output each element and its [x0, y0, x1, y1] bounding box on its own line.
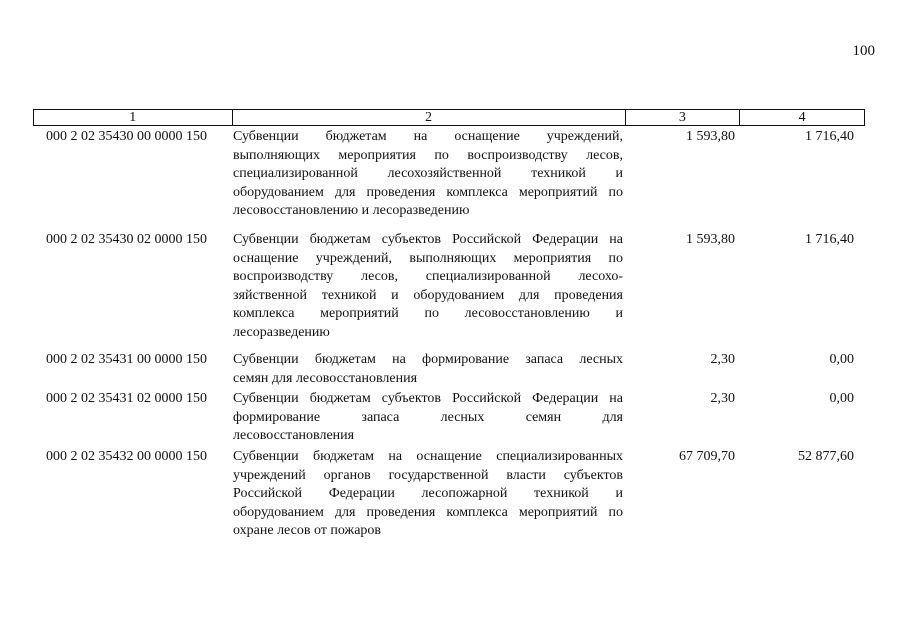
row-name [233, 351, 623, 388]
name-line: Субвенции бюджетам субъектов Российской Федерации на [233, 232, 623, 247]
name-line: лесовосстановлению и лесоразведению [233, 203, 470, 219]
row-name [233, 448, 623, 541]
name-line: специализированной лесохозяйственной техникой и [233, 166, 623, 182]
row-code: 000 2 02 35430 00 0000 150 [46, 129, 207, 144]
name-line: комплекса мероприятий по лесовосстановлению и [233, 306, 623, 322]
row-name [233, 390, 623, 446]
name-line: Субвенции бюджетам на формирование запаса лесных [233, 352, 623, 367]
name-line: охране лесов от пожаров [233, 523, 382, 539]
row-code: 000 2 02 35431 00 0000 150 [46, 352, 207, 367]
row-value-3: 2,30 [710, 391, 735, 406]
header-col-2: 2 [232, 110, 625, 125]
row-code: 000 2 02 35431 02 0000 150 [46, 391, 207, 406]
row-value-4: 52 877,60 [798, 449, 854, 464]
row-value-3: 67 709,70 [679, 449, 735, 464]
row-value-3: 2,30 [710, 352, 735, 367]
row-name [233, 231, 623, 343]
name-line: учреждений органов государственной власти субъектов [233, 467, 623, 483]
table-header [33, 109, 865, 126]
name-line: выполняющих мероприятия по воспроизводству лесов, [233, 147, 623, 163]
row-code: 000 2 02 35430 02 0000 150 [46, 232, 207, 247]
row-name [233, 128, 623, 221]
header-col-3: 3 [625, 110, 740, 125]
row-value-4: 0,00 [829, 391, 854, 406]
header-col-1: 1 [129, 110, 137, 125]
name-line: семян для лесовосстановления [233, 370, 418, 386]
header-col-4: 4 [739, 110, 864, 125]
row-code: 000 2 02 35432 00 0000 150 [46, 449, 207, 464]
name-line: оборудованием для проведения комплекса мероприятий по [233, 504, 623, 520]
name-line: Субвенции бюджетам субъектов Российской Федерации на [233, 391, 623, 406]
name-line: формирование запаса лесных семян для [233, 409, 623, 425]
name-line: Российской Федерации лесопожарной техникой и [233, 486, 623, 502]
name-line: лесоразведению [233, 324, 330, 340]
name-line: Субвенции бюджетам на оснащение учреждений, [233, 129, 623, 144]
name-line: оснащение учреждений, выполняющих мероприятия по [233, 250, 623, 266]
row-value-3: 1 593,80 [686, 232, 735, 247]
row-value-4: 0,00 [829, 352, 854, 367]
name-line: воспроизводству лесов, специализированной лесохо- [233, 269, 623, 285]
row-value-3: 1 593,80 [686, 129, 735, 144]
row-value-4: 1 716,40 [805, 232, 854, 247]
row-value-4: 1 716,40 [805, 129, 854, 144]
name-line: лесовосстановления [233, 428, 355, 444]
page-number: 100 [852, 43, 875, 59]
name-line: оборудованием для проведения комплекса мероприятий по [233, 184, 623, 200]
name-line: зяйственной техникой и оборудованием для проведения [233, 287, 623, 303]
name-line: Субвенции бюджетам на оснащение специализированных [233, 449, 623, 464]
